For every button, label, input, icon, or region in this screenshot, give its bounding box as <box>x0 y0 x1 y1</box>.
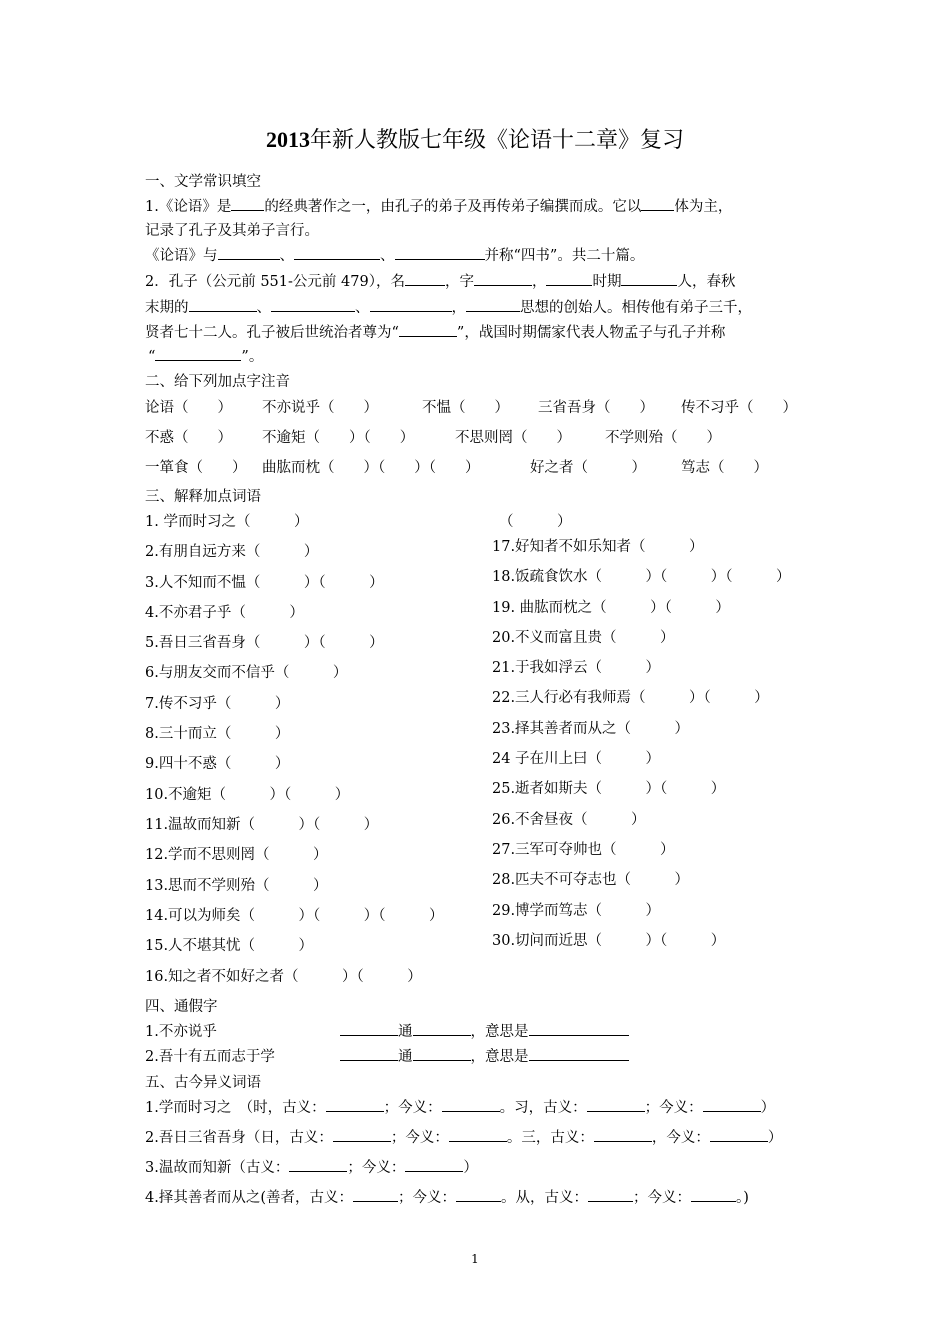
explain-item: 8.三十而立（ ） <box>145 726 290 742</box>
section-heading-3: 三、解释加点词语 <box>145 489 261 505</box>
pinyin-item: 不愠（ ） <box>422 400 509 416</box>
s1-line-1: 1.《论语》是 的经典著作之一，由孔子的弟子及再传弟子编撰而成。它以 体为主， <box>145 195 732 216</box>
s1-line-2: 记录了孔子及其弟子言行。 <box>145 223 319 239</box>
pinyin-item: 不学则殆（ ） <box>605 430 721 446</box>
pinyin-item: 不亦说乎（ ） <box>262 400 378 416</box>
s1-line-4: 2．孔子（公元前 551-公元前 479），名 ，字 ， 时期 人，春秋 <box>145 270 735 291</box>
document-title: 2013年新人教版七年级《论语十二章》复习 <box>265 127 684 153</box>
pinyin-item: 传不习乎（ ） <box>681 400 797 416</box>
explain-item: 5.吾日三省吾身（ ）（ ） <box>145 635 384 651</box>
explain-item: 1. 学而时习之（ ） <box>145 514 309 530</box>
explain-item: 15.人不堪其忧（ ） <box>145 938 314 954</box>
explain-item: 20.不义而富且贵（ ） <box>492 630 675 646</box>
tongjia-item-2: 2.吾十有五而志于学 <box>145 1049 275 1065</box>
explain-item: 29.博学而笃志（ ） <box>492 903 661 919</box>
tongjia-item-1: 1.不亦说乎 <box>145 1024 217 1040</box>
s1-line-7: “ ”。 <box>148 345 263 366</box>
pinyin-item: 好之者（ ） <box>530 460 646 476</box>
explain-item: 12.学而不思则罔（ ） <box>145 847 328 863</box>
explain-item: 23.择其善者而从之（ ） <box>492 721 690 737</box>
pinyin-item: 笃志（ ） <box>681 460 768 476</box>
s1-line-5: 末期的 、 、 ， 思想的创始人。相传他有弟子三千， <box>145 296 752 317</box>
explain-item: 30.切问而近思（ ）（ ） <box>492 933 726 949</box>
s1-line-3: 《论语》与 、 、 并称“四书”。共二十篇。 <box>145 244 644 265</box>
explain-item: 18.饭疏食饮水（ ）（ ）（ ） <box>492 569 791 585</box>
explain-item: 3.人不知而不愠（ ）（ ） <box>145 575 384 591</box>
explain-blank: （ ） <box>499 514 572 530</box>
pinyin-item: 曲肱而枕（ ）（ ）（ ） <box>262 460 480 476</box>
explain-item: 13.思而不学则殆（ ） <box>145 878 328 894</box>
explain-item: 27.三军可夺帅也（ ） <box>492 842 675 858</box>
pinyin-item: 论语（ ） <box>145 400 232 416</box>
gujin-line-2: 2.吾日三省吾身（日，古义： ；今义： 。三，古义： ，今义： ） <box>145 1126 782 1147</box>
section-heading-5: 五、古今异义词语 <box>145 1075 261 1091</box>
tongjia-answer-1: 通 ，意思是 <box>340 1020 629 1041</box>
explain-item: 16.知之者不如好之者（ ）（ ） <box>145 969 422 985</box>
explain-item: 9.四十不惑（ ） <box>145 756 290 772</box>
gujin-line-4: 4.择其善者而从之(善者，古义： ；今义： 。从，古义： ；今义： 。) <box>145 1186 749 1207</box>
explain-item: 7.传不习乎（ ） <box>145 696 290 712</box>
section-heading-4: 四、通假字 <box>145 999 218 1015</box>
explain-item: 10.不逾矩（ ）（ ） <box>145 787 350 803</box>
s1-line-6: 贤者七十二人。孔子被后世统治者尊为“ ”，战国时期儒家代表人物孟子与孔子并称 <box>145 321 725 342</box>
tongjia-answer-2: 通 ，意思是 <box>340 1045 629 1066</box>
gujin-line-3: 3.温故而知新（古义： ；今义： ） <box>145 1156 478 1177</box>
explain-item: 26.不舍昼夜（ ） <box>492 812 646 828</box>
page-number: 1 <box>471 1252 479 1266</box>
explain-item: 6.与朋友交而不信乎（ ） <box>145 665 348 681</box>
pinyin-item: 不逾矩（ ）（ ） <box>262 430 415 446</box>
explain-item: 25.逝者如斯夫（ ）（ ） <box>492 781 726 797</box>
pinyin-item: 一箪食（ ） <box>145 460 247 476</box>
gujin-line-1: 1.学而时习之 （时，古义： ；今义： 。习，古义： ；今义： ） <box>145 1096 775 1117</box>
explain-item: 4.不亦君子乎（ ） <box>145 605 304 621</box>
section-heading-2: 二、给下列加点字注音 <box>145 374 290 390</box>
explain-item: 17.好知者不如乐知者（ ） <box>492 539 704 555</box>
explain-item: 24 子在川上曰（ ） <box>492 751 661 767</box>
explain-item: 2.有朋自远方来（ ） <box>145 544 319 560</box>
pinyin-item: 不惑（ ） <box>145 430 232 446</box>
explain-item: 21.于我如浮云（ ） <box>492 660 661 676</box>
explain-item: 28.匹夫不可夺志也（ ） <box>492 872 690 888</box>
explain-item: 19. 曲肱而枕之（ ）（ ） <box>492 600 730 616</box>
explain-item: 22.三人行必有我师焉（ ）（ ） <box>492 690 769 706</box>
pinyin-item: 三省吾身（ ） <box>538 400 654 416</box>
explain-item: 11.温故而知新（ ）（ ） <box>145 817 379 833</box>
pinyin-item: 不思则罔（ ） <box>455 430 571 446</box>
explain-item: 14.可以为师矣（ ）（ ）（ ） <box>145 908 444 924</box>
section-heading-1: 一、文学常识填空 <box>145 174 261 190</box>
